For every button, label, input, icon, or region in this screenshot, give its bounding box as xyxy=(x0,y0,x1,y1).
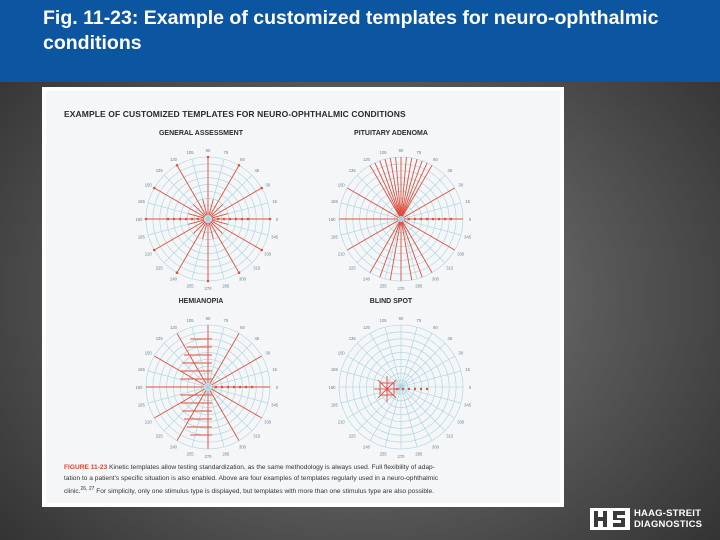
vector-start-dot xyxy=(153,187,156,190)
meridian-angle-label: 330 xyxy=(457,419,465,425)
meridian-angle-label: 300 xyxy=(432,444,439,450)
template-vector xyxy=(210,165,239,215)
meridian-angle-label: 225 xyxy=(155,265,163,271)
meridian-angle-label: 105 xyxy=(186,150,194,156)
chart-label-general-assessment: GENERAL ASSESSMENT xyxy=(158,130,243,137)
meridian-angle-label: 195 xyxy=(137,402,145,408)
template-vector xyxy=(210,390,239,440)
meridian-line xyxy=(401,371,461,387)
meridian-angle-label: 165 xyxy=(137,198,145,204)
vector-start-dot xyxy=(426,388,428,390)
meridian-angle-label: 60 xyxy=(433,157,438,163)
template-vector xyxy=(177,222,206,272)
meridian-angle-label: 180 xyxy=(328,216,336,222)
blind-spot-vector xyxy=(378,389,387,398)
vector-start-dot xyxy=(241,218,244,221)
meridian-angle-label: 315 xyxy=(446,265,454,271)
vector-start-dot xyxy=(167,218,170,221)
template-vector xyxy=(404,188,455,218)
template-vector xyxy=(154,188,204,217)
vector-start-dot xyxy=(438,218,441,221)
template-vector xyxy=(211,188,261,217)
meridian-line xyxy=(208,327,224,387)
meridian-angle-label: 240 xyxy=(363,444,370,450)
meridian-angle-label: 285 xyxy=(415,451,423,457)
slide-title: Fig. 11-23: Example of customized templates for neuro-ophthalmic conditions xyxy=(43,7,659,54)
chart-label-pituitary-adenoma: PITUITARY ADENOMA xyxy=(354,130,428,137)
vector-start-dot xyxy=(238,164,241,167)
meridian-angle-label: 75 xyxy=(223,150,229,156)
meridian-angle-label: 255 xyxy=(379,451,387,457)
vector-start-dot xyxy=(408,388,410,390)
template-vector xyxy=(177,333,206,383)
vector-start-dot xyxy=(269,218,272,221)
meridian-angle-label: 210 xyxy=(144,251,152,257)
meridian-angle-label: 300 xyxy=(239,276,246,282)
meridian-angle-label: 150 xyxy=(337,182,345,188)
vector-start-dot xyxy=(426,218,429,221)
meridian-angle-label: 150 xyxy=(144,350,152,356)
meridian-angle-label: 120 xyxy=(170,157,177,163)
template-vector xyxy=(404,221,455,251)
meridian-angle-label: 300 xyxy=(432,276,439,282)
meridian-line xyxy=(341,219,401,235)
meridian-angle-label: 60 xyxy=(433,325,438,331)
meridian-angle-label: 135 xyxy=(348,168,356,174)
vector-start-dot xyxy=(247,218,250,221)
caption-line-1: Kinetic templates allow testing standardization, as the same methodology is always used. Full flexibility of adap- xyxy=(107,464,435,471)
meridian-angle-label: 30 xyxy=(458,182,464,188)
meridian-angle-label: 30 xyxy=(265,182,271,188)
vector-start-dot xyxy=(420,218,423,221)
vector-start-dot xyxy=(215,386,218,389)
vector-start-dot xyxy=(245,386,248,389)
meridian-angle-label: 270 xyxy=(204,285,212,291)
meridian-line xyxy=(208,371,268,387)
vector-start-dot xyxy=(227,386,230,389)
meridian-angle-label: 195 xyxy=(330,402,338,408)
vector-start-dot xyxy=(197,218,200,221)
meridian-angle-label: 315 xyxy=(253,265,261,271)
meridian-line xyxy=(357,343,401,387)
vector-start-dot xyxy=(396,388,398,390)
meridian-angle-label: 255 xyxy=(186,283,194,289)
meridian-angle-label: 105 xyxy=(379,150,387,156)
vector-start-dot xyxy=(221,386,224,389)
meridian-angle-label: 30 xyxy=(265,350,271,356)
vector-start-dot xyxy=(235,218,238,221)
template-vector xyxy=(390,222,400,280)
meridian-line xyxy=(192,387,208,447)
meridian-angle-label: 45 xyxy=(254,336,260,342)
vector-start-dot xyxy=(251,386,254,389)
template-vector xyxy=(210,333,239,383)
meridian-angle-label: 345 xyxy=(464,234,472,240)
chart-label-hemianopia: HEMIANOPIA xyxy=(178,298,224,305)
hs-logo-icon xyxy=(590,508,630,530)
template-vector xyxy=(177,390,206,440)
meridian-angle-label: 90 xyxy=(398,315,404,321)
meridian-angle-label: 75 xyxy=(223,318,229,324)
meridian-line xyxy=(208,387,268,403)
vector-start-dot xyxy=(238,271,241,274)
meridian-angle-label: 165 xyxy=(330,198,338,204)
template-vector xyxy=(154,389,204,418)
meridian-angle-label: 180 xyxy=(135,216,143,222)
meridian-angle-label: 195 xyxy=(137,234,145,240)
template-vector xyxy=(210,222,239,272)
slide-header xyxy=(0,0,720,82)
caption-line-2: tation to a patient's specific situation is also enabled. Above are four examples of templates regularly used in a neuro-ophthalmic xyxy=(64,474,439,482)
meridian-angle-label: 15 xyxy=(272,198,277,204)
perimetry-chart-blind-spot xyxy=(321,311,481,461)
meridian-angle-label: 135 xyxy=(155,168,163,174)
perimetry-chart-general-assessment xyxy=(128,143,288,293)
vector-start-dot xyxy=(173,218,176,221)
meridian-angle-label: 135 xyxy=(348,336,356,342)
vector-start-dot xyxy=(260,187,263,190)
template-vector xyxy=(154,356,204,385)
meridian-angle-label: 210 xyxy=(144,419,152,425)
perimetry-grid xyxy=(329,316,472,459)
meridian-angle-label: 150 xyxy=(337,350,345,356)
meridian-angle-label: 90 xyxy=(205,147,211,153)
meridian-angle-label: 180 xyxy=(135,384,143,390)
figure-heading: EXAMPLE OF CUSTOMIZED TEMPLATES FOR NEURO-OPHTHALMIC CONDITIONS xyxy=(64,109,406,119)
figure-content xyxy=(46,91,560,503)
template-vector xyxy=(177,165,206,215)
meridian-angle-label: 105 xyxy=(186,318,194,324)
meridian-angle-label: 345 xyxy=(271,402,279,408)
meridian-angle-label: 165 xyxy=(330,366,338,372)
template-vector xyxy=(402,222,412,280)
meridian-line xyxy=(192,327,208,387)
template-vector xyxy=(403,222,433,273)
vector-start-dot xyxy=(414,218,417,221)
vector-start-dot xyxy=(420,388,422,390)
vector-start-dot xyxy=(185,218,188,221)
meridian-angle-label: 330 xyxy=(457,251,465,257)
vector-start-dot xyxy=(229,218,232,221)
logo-text-line-1: HAAG-STREIT xyxy=(634,508,702,519)
meridian-angle-label: 210 xyxy=(337,419,345,425)
vector-start-dot xyxy=(432,218,435,221)
meridian-angle-label: 225 xyxy=(155,433,163,439)
meridian-angle-label: 345 xyxy=(271,234,279,240)
meridian-angle-label: 315 xyxy=(446,433,454,439)
perimetry-chart-pituitary-adenoma xyxy=(321,143,481,293)
meridian-angle-label: 285 xyxy=(222,451,230,457)
meridian-angle-label: 225 xyxy=(348,265,356,271)
meridian-angle-label: 330 xyxy=(264,251,272,257)
meridian-angle-label: 45 xyxy=(447,336,453,342)
template-vector xyxy=(370,165,400,216)
template-vector xyxy=(347,188,398,218)
vector-start-dot xyxy=(217,218,220,221)
template-vector xyxy=(211,389,261,418)
template-vector xyxy=(211,221,261,250)
meridian-angle-label: 180 xyxy=(328,384,336,390)
vector-start-dot xyxy=(239,386,242,389)
vector-start-dot xyxy=(176,164,179,167)
meridian-angle-label: 210 xyxy=(337,251,345,257)
vector-start-dot xyxy=(153,249,156,252)
meridian-angle-label: 240 xyxy=(363,276,370,282)
meridian-angle-label: 60 xyxy=(240,325,245,331)
meridian-angle-label: 30 xyxy=(458,350,464,356)
meridian-line xyxy=(341,203,401,219)
vector-start-dot xyxy=(408,218,411,221)
meridian-angle-label: 120 xyxy=(363,325,370,331)
meridian-angle-label: 345 xyxy=(464,402,472,408)
meridian-angle-label: 285 xyxy=(415,283,423,289)
figure-panel xyxy=(42,87,564,507)
template-vector xyxy=(347,221,398,251)
meridian-line xyxy=(401,219,417,279)
meridian-angle-label: 195 xyxy=(330,234,338,240)
meridian-angle-label: 105 xyxy=(379,318,387,324)
meridian-angle-label: 165 xyxy=(137,366,145,372)
vector-start-dot xyxy=(207,280,210,283)
meridian-line xyxy=(401,387,417,447)
vector-start-dot xyxy=(207,156,210,159)
meridian-angle-label: 15 xyxy=(465,366,470,372)
meridian-angle-label: 75 xyxy=(416,150,422,156)
meridian-angle-label: 135 xyxy=(155,336,163,342)
template-vector xyxy=(403,165,433,216)
vector-start-dot xyxy=(414,388,416,390)
blind-spot-vector xyxy=(378,380,387,389)
meridian-angle-label: 60 xyxy=(240,157,245,163)
meridian-angle-label: 225 xyxy=(348,433,356,439)
figure-caption xyxy=(64,463,554,498)
meridian-line xyxy=(401,387,445,431)
meridian-angle-label: 240 xyxy=(170,276,177,282)
meridian-angle-label: 75 xyxy=(416,318,422,324)
vector-start-dot xyxy=(260,249,263,252)
meridian-angle-label: 120 xyxy=(170,325,177,331)
meridian-angle-label: 45 xyxy=(254,168,260,174)
meridian-line xyxy=(401,219,461,235)
meridian-angle-label: 90 xyxy=(205,315,211,321)
vector-start-dot xyxy=(223,218,226,221)
caption-reference: 26, 27 xyxy=(80,486,95,492)
meridian-line xyxy=(401,203,461,219)
haag-streit-logo xyxy=(590,504,710,536)
meridian-angle-label: 90 xyxy=(398,147,404,153)
meridian-angle-label: 255 xyxy=(379,283,387,289)
meridian-angle-label: 0 xyxy=(275,384,279,390)
meridian-angle-label: 255 xyxy=(186,451,194,457)
meridian-angle-label: 150 xyxy=(144,182,152,188)
meridian-angle-label: 0 xyxy=(468,384,472,390)
meridian-angle-label: 120 xyxy=(363,157,370,163)
meridian-angle-label: 270 xyxy=(204,453,212,459)
caption-line-3-pre: clinic. xyxy=(64,488,81,496)
vector-start-dot xyxy=(402,388,404,390)
logo-text-line-2: DIAGNOSTICS xyxy=(634,519,703,530)
perimetry-chart-hemianopia xyxy=(128,311,288,461)
meridian-line xyxy=(401,343,445,387)
meridian-angle-label: 285 xyxy=(222,283,230,289)
template-vector xyxy=(154,221,204,250)
template-vector xyxy=(211,356,261,385)
meridian-angle-label: 270 xyxy=(397,453,405,459)
meridian-angle-label: 270 xyxy=(397,285,405,291)
vector-start-dot xyxy=(191,218,194,221)
meridian-line xyxy=(385,219,401,279)
meridian-angle-label: 45 xyxy=(447,168,453,174)
vector-start-dot xyxy=(450,218,453,221)
meridian-angle-label: 240 xyxy=(170,444,177,450)
caption-line-3-post: For simplicity, only one stimulus type is displayed, but templates with more than one stimulus type are also possible. xyxy=(94,488,435,496)
vector-start-dot xyxy=(444,218,447,221)
vector-start-dot xyxy=(145,218,148,221)
vector-start-dot xyxy=(233,386,236,389)
meridian-angle-label: 15 xyxy=(272,366,277,372)
meridian-angle-label: 300 xyxy=(239,444,246,450)
meridian-angle-label: 0 xyxy=(468,216,472,222)
meridian-line xyxy=(401,327,417,387)
meridian-angle-label: 15 xyxy=(465,198,470,204)
meridian-angle-label: 330 xyxy=(264,419,272,425)
meridian-angle-label: 0 xyxy=(275,216,279,222)
template-vector xyxy=(370,222,400,273)
meridian-angle-label: 315 xyxy=(253,433,261,439)
vector-start-dot xyxy=(179,218,182,221)
vector-start-dot xyxy=(176,271,179,274)
caption-figure-number: FIGURE 11-23 xyxy=(64,464,108,471)
meridian-line xyxy=(208,387,224,447)
chart-label-blind-spot: BLIND SPOT xyxy=(369,298,413,305)
